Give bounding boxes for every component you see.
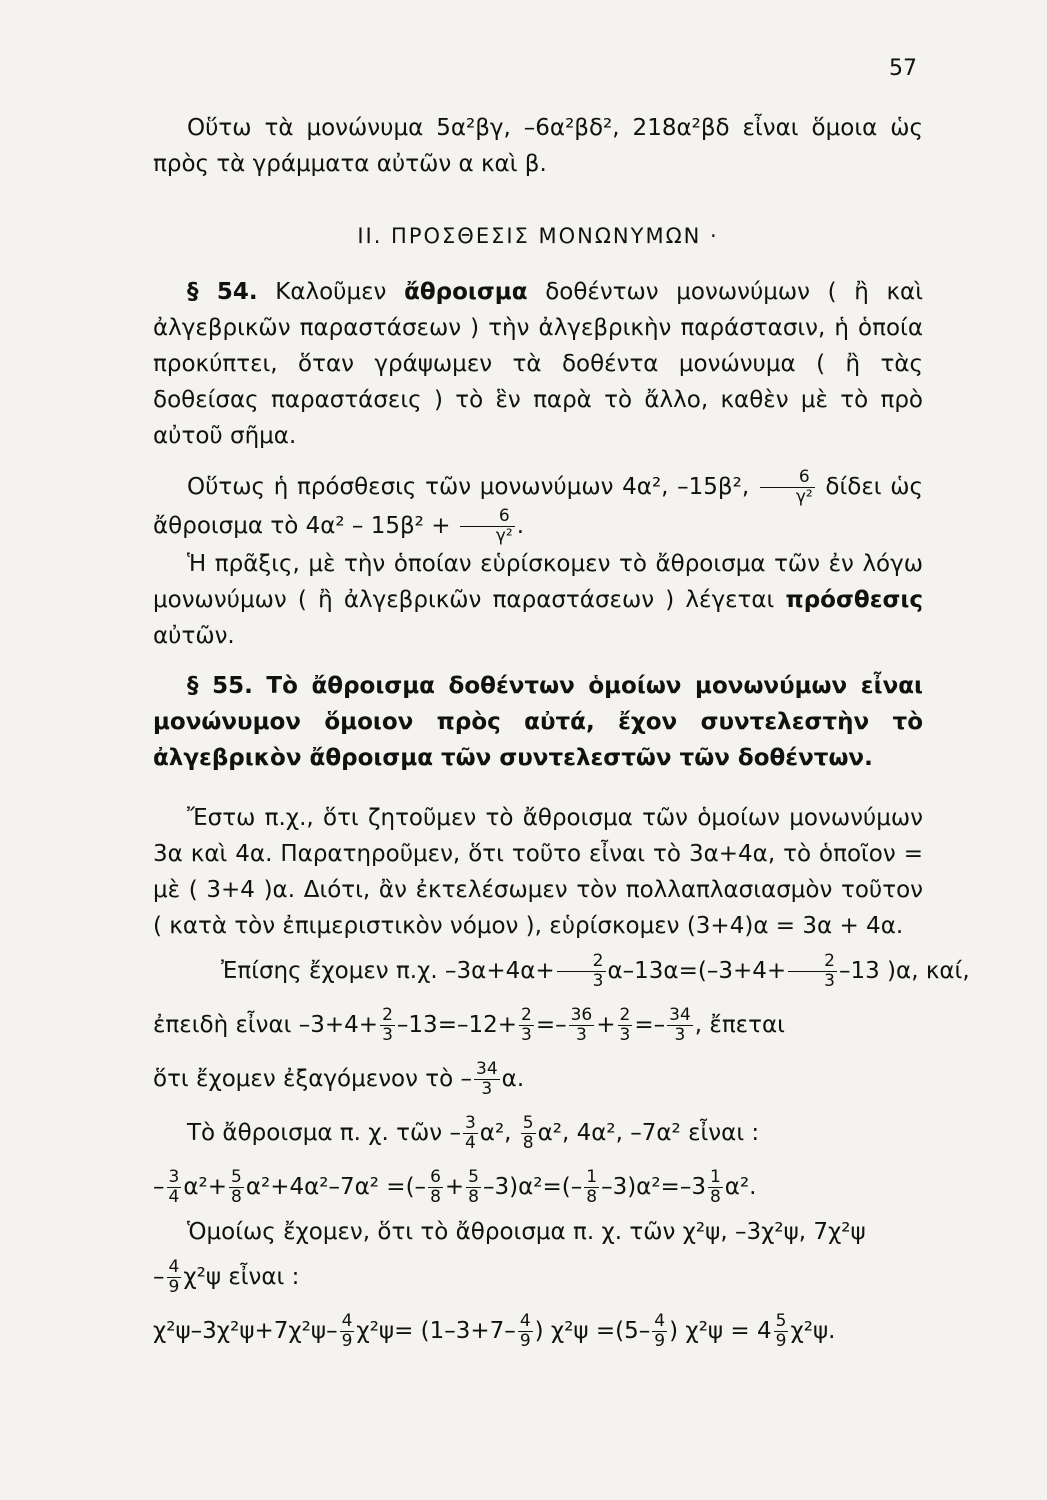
eq-text: –13=–12+: [396, 1012, 517, 1038]
fraction-denominator: 8: [430, 1187, 441, 1207]
example-text-a: Οὕτως ἡ πρόσθεσις τῶν μονωνύμων 4α², –15β²,: [187, 474, 750, 500]
section-number-54: § 54.: [187, 279, 258, 305]
fraction-numerator: 2: [521, 1005, 532, 1025]
eq-text: α–13α=(–3+4+: [607, 958, 787, 984]
fraction-6-8: [428, 1168, 443, 1207]
fraction-denominator: 9: [168, 1277, 180, 1297]
fraction-4-9: [652, 1312, 667, 1351]
fraction-5-8: [521, 1114, 536, 1153]
fraction-denominator: 3: [674, 1025, 686, 1045]
eq-text: –3)α²=(–: [483, 1174, 583, 1200]
fraction-2-3: [788, 952, 837, 991]
definition-end: αὐτῶν.: [153, 623, 235, 649]
fraction-numerator: 3: [464, 1113, 476, 1133]
fraction-numerator: 1: [709, 1167, 721, 1187]
eq-text: χ²ψ.: [790, 1318, 836, 1344]
paragraph-example-3a-4a: Ἔστω π.χ., ὅτι ζητοῦμεν τὸ ἄθροισμα τῶν ὁμοίων μονωνύμων 3α καὶ 4α. Παρατηροῦμεν, ὅτι τοῦτο εἶναι τὸ 3α+4α, τὸ ὁποῖον = μὲ ( 3+4 )α. Διότι, ἂν ἐκτελέσωμεν τὸν πολλαπλασιασμὸν τοῦτον ( κατὰ τὸν ἐπιμεριστικὸν νόμον ), εὑρίσκομεν (3+4)α = 3α + 4α.: [153, 805, 923, 939]
fraction-numerator: 5: [775, 1311, 787, 1331]
equation-line-7: [153, 1250, 923, 1304]
fraction-numerator: 1: [586, 1167, 598, 1187]
fraction-denominator: 4: [168, 1187, 180, 1207]
page-number: 57: [889, 56, 917, 81]
eq-text: +: [444, 1174, 465, 1200]
eq-text: =–: [634, 1012, 666, 1038]
eq-text: Ἐπίσης ἔχομεν π.χ. –3α+4α+: [221, 958, 555, 984]
fraction-denominator: 3: [382, 1025, 393, 1045]
fraction-denominator: 3: [824, 971, 835, 991]
fraction-denominator: 3: [576, 1025, 587, 1045]
fraction-5-8: [466, 1168, 481, 1207]
fraction-denominator: γ²: [495, 526, 513, 546]
fraction-4-9: [340, 1312, 355, 1351]
paragraph-54: [153, 274, 923, 454]
eq-text: ὅτι ἔχομεν ἐξαγόμενον τὸ –: [153, 1066, 473, 1092]
fraction-denominator: 3: [592, 971, 604, 991]
eq-text: ) χ²ψ =(5–: [534, 1318, 651, 1344]
fraction-denominator: 3: [619, 1025, 631, 1045]
fraction-numerator: 5: [468, 1167, 479, 1187]
eq-text: –3)α²=–3: [601, 1174, 706, 1200]
fraction-denominator: 4: [464, 1133, 476, 1153]
term-addition: πρόσθεσις: [785, 587, 923, 613]
term-sum: ἄθροισμα: [404, 279, 528, 305]
eq-text: +: [596, 1012, 616, 1038]
fraction-6-gamma2-b: [460, 507, 515, 546]
fraction-36-3: [569, 1006, 595, 1045]
fraction-2-3: [618, 1006, 633, 1045]
fraction-numerator: 6: [760, 468, 815, 488]
eq-text: α²+4α²–7α² =(–: [245, 1174, 427, 1200]
fraction-numerator: 5: [522, 1113, 534, 1133]
fraction-numerator: 3: [168, 1167, 180, 1187]
definition-text: Ἡ πρᾶξις, μὲ τὴν ὁποίαν εὑρίσκομεν τὸ ἄθροισμα τῶν ἐν λόγω μονωνύμων ( ἢ ἀλγεβρικῶν παραστάσεων ) λέγεται: [153, 551, 923, 613]
equation-line-3: [153, 1052, 923, 1106]
paragraph-example-1: Οὕτως ἡ πρόσθεσις τῶν μονωνύμων 4α², –15β², $\frac{6}{\text{γ²}}$ δίδει ὡς ἄθροισμα τὸ 4α² – 15β² + $\frac{6}{\text{γ²}}$ .: [153, 467, 923, 546]
eq-text: –: [153, 1264, 165, 1290]
fraction-34-3: [474, 1060, 500, 1099]
eq-text: ) χ²ψ = 4: [669, 1318, 772, 1344]
paragraph-55: § 55. Τὸ ἄθροισμα δοθέντων ὁμοίων μονωνύμων εἶναι μονώνυμον ὅμοιον πρὸς αὐτά, ἔχον συντελεστὴν τὸ ἀλγεβρικὸν ἄθροισμα τῶν συντελεστῶν τῶν δοθέντων.: [153, 673, 923, 771]
eq-text: χ²ψ= (1–3+7–: [356, 1318, 516, 1344]
eq-text: Τὸ ἄθροισμα π. χ. τῶν –: [187, 1120, 461, 1146]
fraction-4-9: [518, 1312, 533, 1351]
equation-line-8: [153, 1304, 923, 1358]
fraction-2-3: [380, 1006, 395, 1045]
eq-text: χ²ψ εἶναι :: [183, 1264, 300, 1290]
fraction-denominator: 9: [775, 1331, 787, 1351]
eq-text: α.: [501, 1066, 525, 1092]
fraction-5-8: [229, 1168, 244, 1207]
fraction-denominator: 8: [709, 1187, 721, 1207]
eq-text: α².: [724, 1174, 757, 1200]
eq-text: , ἔπεται: [694, 1012, 785, 1038]
fraction-denominator: 8: [586, 1187, 598, 1207]
fraction-numerator: 34: [476, 1059, 498, 1079]
fraction-numerator: 2: [557, 952, 606, 972]
fraction-denominator: 3: [481, 1079, 493, 1099]
fraction-5-9: [774, 1312, 789, 1351]
fraction-denominator: 8: [230, 1187, 242, 1207]
intro-word: Καλοῦμεν: [275, 279, 387, 305]
equation-line-1: [153, 944, 970, 998]
fraction-numerator: 36: [570, 1005, 593, 1025]
fraction-1-8: [584, 1168, 599, 1207]
fraction-numerator: 2: [788, 952, 837, 972]
fraction-3-4: [167, 1168, 182, 1207]
eq-text: ἐπειδὴ εἶναι –3+4+: [153, 1012, 379, 1038]
fraction-6-gamma2: [760, 468, 815, 507]
fraction-denominator: 3: [521, 1025, 532, 1045]
eq-text: α²,: [479, 1120, 512, 1146]
fraction-numerator: 4: [341, 1311, 353, 1331]
example-text-b: δίδει ὡς ἄθροισμα τὸ 4α² – 15β² +: [153, 474, 923, 539]
eq-text: =–: [535, 1012, 567, 1038]
eq-text: χ²ψ–3χ²ψ+7χ²ψ–: [153, 1318, 338, 1344]
fraction-denominator: 9: [519, 1331, 531, 1351]
fraction-3-4: [463, 1114, 478, 1153]
page-body: [153, 110, 970, 1358]
fraction-34-3: [667, 1006, 693, 1045]
fraction-numerator: 2: [382, 1005, 393, 1025]
eq-text: α², 4α², –7α² εἶναι :: [537, 1120, 760, 1146]
fraction-numerator: 34: [669, 1005, 691, 1025]
equation-line-2: [153, 998, 923, 1052]
eq-text: –: [153, 1174, 165, 1200]
fraction-denominator: 8: [468, 1187, 479, 1207]
fraction-numerator: 5: [230, 1167, 242, 1187]
fraction-denominator: 9: [654, 1331, 666, 1351]
fraction-denominator: 9: [341, 1331, 353, 1351]
section-heading: ΙΙ. ΠΡΟΣΘΕΣΙΣ ΜΟΝΩΝΥΜΩΝ ·: [357, 224, 719, 248]
fraction-numerator: 6: [460, 507, 515, 527]
fraction-2-3: [519, 1006, 534, 1045]
eq-text: α²+: [183, 1174, 227, 1200]
fraction-numerator: 2: [619, 1005, 631, 1025]
paragraph-addition-definition: [153, 546, 923, 654]
definition-text: δοθέντων μονωνύμων ( ἢ καὶ ἀλγεβρικῶν παραστάσεων ) τὴν ἀλγεβρικὴν παράστασιν, ἡ ὁποία προκύπτει, ὅταν γράψωμεν τὰ δοθέντα μονώνυμα ( ἢ τὰς δοθείσας παραστάσεις ) τὸ ἓν παρὰ τὸ ἄλλο, καθὲν μὲ τὸ πρὸ αὐτοῦ σῆμα.: [153, 279, 923, 449]
equation-line-5: [153, 1160, 923, 1214]
fraction-denominator: γ²: [795, 487, 813, 507]
fraction-numerator: 4: [654, 1311, 666, 1331]
fraction-numerator: 6: [430, 1167, 441, 1187]
paragraph-similar-monomials: Οὕτω τὰ μονώνυμα 5α²βγ, –6α²βδ², 218α²βδ εἶναι ὅμοια ὡς πρὸς τὰ γράμματα αὐτῶν α καὶ β.: [153, 115, 923, 177]
fraction-4-9: [167, 1258, 182, 1297]
fraction-numerator: 4: [519, 1311, 531, 1331]
paragraph-likewise: Ὁμοίως ἔχομεν, ὅτι τὸ ἄθροισμα π. χ. τῶν χ²ψ, –3χ²ψ, 7χ²ψ: [187, 1219, 866, 1245]
fraction-1-8: [708, 1168, 723, 1207]
fraction-denominator: 8: [522, 1133, 534, 1153]
equation-line-4: [153, 1106, 923, 1160]
eq-text: –13 )α, καί,: [838, 958, 970, 984]
fraction-2-3: [557, 952, 606, 991]
fraction-numerator: 4: [168, 1257, 180, 1277]
